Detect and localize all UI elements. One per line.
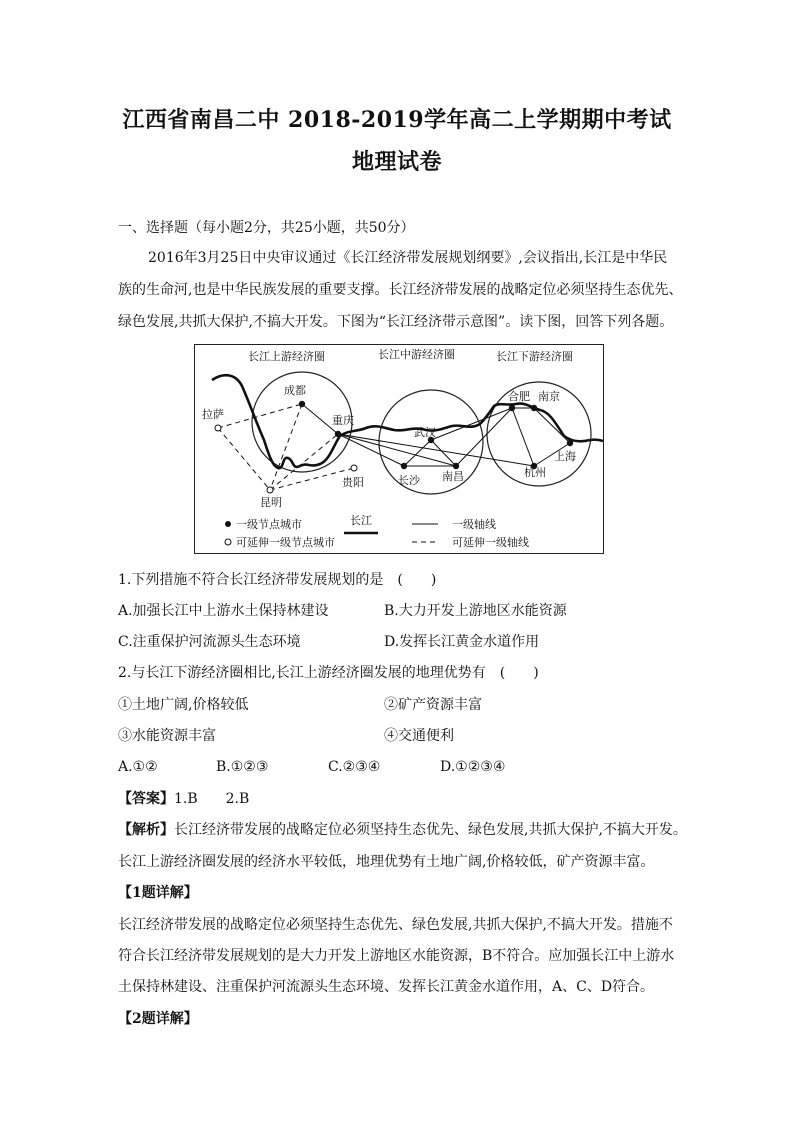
city-label-guiyang: 贵阳 — [342, 476, 364, 489]
detail-2-heading: 【2题详解】 — [118, 1011, 198, 1027]
region-label-upper: 长江上游经济圈 — [248, 350, 325, 363]
intro-line: 族的生命河,也是中华民族发展的重要支撑。长江经济带发展的战略定位必须坚持生态优先、 — [118, 282, 683, 298]
city-label-nanchang: 南昌 — [442, 470, 464, 483]
q1-option-b: B.大力开发上游地区水能资源 — [384, 603, 567, 619]
q1-option-a: A.加强长江中上游水土保持林建设 — [118, 603, 329, 619]
question-2-stem: 2.与长江下游经济圈相比,长江上游经济圈发展的地理优势有 ( ) — [118, 665, 539, 681]
city-label-lasa: 拉萨 — [202, 408, 224, 421]
shanghai-marker — [567, 440, 573, 446]
legend-axis-label: 一级轴线 — [452, 518, 496, 531]
city-label-kunming: 昆明 — [260, 496, 282, 509]
q2-statement-1: ①土地广阔,价格较低 — [118, 697, 249, 713]
legend-node-marker — [225, 521, 231, 527]
answer-text: 1.B 2.B — [174, 791, 250, 807]
city-label-chengdu: 成都 — [284, 384, 306, 397]
region-label-lower: 长江下游经济圈 — [496, 350, 573, 363]
legend-ext-node-label: 可延伸一级节点城市 — [236, 536, 335, 549]
q2-option-c: C.②③④ — [328, 759, 381, 775]
detail-1-line: 土保持林建设、注重保护河流源头生态环境、发挥长江黄金水道作用，A、C、D符合。 — [118, 979, 655, 995]
region-label-middle: 长江中游经济圈 — [378, 348, 455, 361]
nanjing-marker — [531, 405, 537, 411]
analysis-label: 【解析】 — [118, 822, 174, 838]
document-subtitle: 地理试卷 — [351, 149, 442, 175]
legend-node-label: 一级节点城市 — [236, 518, 302, 531]
legend-ext-node-marker — [225, 539, 231, 545]
analysis-text-2: 长江上游经济圈发展的经济水平较低，地理优势有土地广阔,价格较低，矿产资源丰富。 — [118, 854, 655, 870]
q2-statement-2: ②矿产资源丰富 — [384, 697, 482, 713]
q2-statement-3: ③水能资源丰富 — [118, 728, 216, 744]
nanchang-marker — [453, 463, 459, 469]
hefei-marker — [509, 405, 515, 411]
detail-1-line: 符合长江经济带发展规划的是大力开发上游地区水能资源，B不符合。应加强长江中上游水 — [118, 948, 675, 964]
question-1-stem: 1.下列措施不符合长江经济带发展规划的是 ( ) — [118, 572, 437, 588]
q2-statement-4: ④交通便利 — [384, 728, 454, 744]
q2-option-d: D.①②③④ — [440, 759, 506, 775]
detail-1-line: 长江经济带发展的战略定位必须坚持生态优先、绿色发展,共抓大保护,不搞大开发。措施不 — [118, 917, 673, 933]
city-label-nanjing: 南京 — [538, 390, 560, 403]
q2-option-a: A.①② — [118, 759, 158, 775]
document-title: 江西省南昌二中 2018-2019学年高二上学期期中考试 — [122, 107, 672, 133]
city-label-shanghai: 上海 — [554, 450, 576, 463]
city-label-hefei: 合肥 — [508, 390, 530, 403]
intro-line: 绿色发展,共抓大保护,不搞大开发。下图为“长江经济带示意图”。读下图，回答下列各题。 — [118, 314, 674, 330]
yangtze-economic-belt-map — [194, 344, 604, 554]
changsha-marker — [401, 463, 407, 469]
q1-option-d: D.发挥长江黄金水道作用 — [384, 634, 540, 650]
city-label-chongqing: 重庆 — [332, 414, 354, 427]
legend-ext-axis-label: 可延伸一级轴线 — [452, 536, 529, 549]
detail-1-heading: 【1题详解】 — [118, 885, 198, 901]
q2-option-b: B.①②③ — [216, 759, 269, 775]
answer-label: 【答案】 — [118, 791, 174, 807]
intro-line: 2016年3月25日中央审议通过《长江经济带发展规划纲要》,会议指出,长江是中华民 — [148, 250, 668, 266]
lasa-marker — [215, 425, 221, 431]
guiyang-marker — [351, 465, 357, 471]
section-heading: 一、选择题（每小题2分，共25小题，共50分） — [118, 220, 415, 236]
city-label-changsha: 长沙 — [398, 474, 420, 487]
city-label-wuhan: 武汉 — [414, 426, 436, 439]
answer-line — [118, 789, 678, 809]
analysis-line — [118, 820, 687, 840]
analysis-text-1: 长江经济带发展的战略定位必须坚持生态优先、绿色发展,共抓大保护,不搞大开发。 — [174, 822, 687, 838]
chengdu-marker — [299, 401, 305, 407]
city-label-hangzhou: 杭州 — [524, 466, 546, 479]
q1-option-c: C.注重保护河流源头生态环境 — [118, 634, 301, 650]
map-svg — [194, 344, 604, 554]
kunming-marker — [267, 487, 273, 493]
legend-river-label: 长江 — [350, 514, 372, 527]
chongqing-marker — [335, 431, 341, 437]
